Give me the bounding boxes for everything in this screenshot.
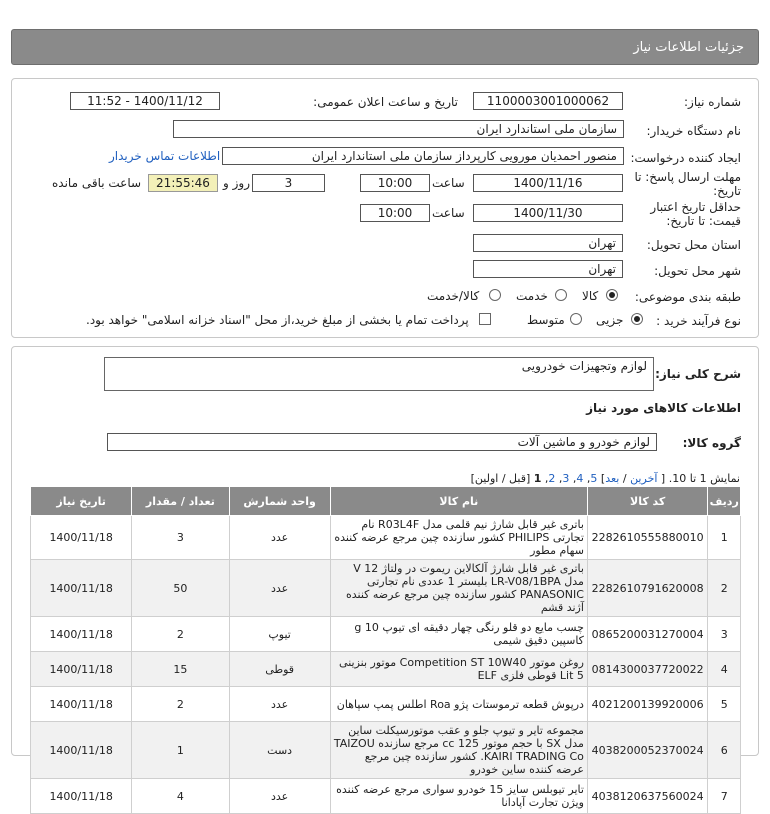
province-field: تهران <box>473 234 623 252</box>
cell-row-number: 3 <box>708 617 741 652</box>
deadline-date-field: 1400/11/16 <box>473 174 623 192</box>
validity-date-field: 1400/11/30 <box>473 204 623 222</box>
cell-quantity: 50 <box>132 560 229 617</box>
purchase-medium-label: متوسط <box>527 313 565 327</box>
cell-unit: عدد <box>229 779 330 814</box>
cell-need-date: 1400/11/18 <box>31 722 132 779</box>
cell-item-code: 2282610791620008 <box>587 560 707 617</box>
cell-item-code: 0814300037720022 <box>587 652 707 687</box>
cell-need-date: 1400/11/18 <box>31 560 132 617</box>
table-row[interactable] <box>31 652 741 687</box>
pager-current-page: 1 <box>533 472 542 485</box>
category-goods-label: کالا <box>582 289 599 303</box>
cell-item-name: روغن موتور Competition ST 10W40 موتور بنزینی Lit 5 قوطی فلزی ELF <box>330 652 587 687</box>
pager-next-link[interactable]: بعد <box>605 472 620 485</box>
validity-label-2: قیمت: تا تاریخ: <box>666 214 741 228</box>
contact-buyer-link[interactable]: اطلاعات تماس خریدار <box>109 149 221 163</box>
cell-quantity: 3 <box>132 516 229 560</box>
validity-label: حداقل تاریخ اعتبار <box>650 200 741 214</box>
category-service-label: خدمت <box>516 289 548 303</box>
pager-showing: نمایش 1 تا 10. <box>668 472 740 485</box>
announce-field: 1400/11/12 - 11:52 <box>70 92 220 110</box>
deadline-label: مهلت ارسال پاسخ: تا <box>634 170 741 184</box>
category-goods-radio[interactable] <box>606 289 618 301</box>
header-need-date: تاریخ نیاز <box>31 487 132 516</box>
remaining-time-field: 21:55:46 <box>148 174 218 192</box>
table-row[interactable] <box>31 560 741 617</box>
cell-unit: دست <box>229 722 330 779</box>
purchase-minor-radio[interactable] <box>631 313 643 325</box>
treasury-payment-checkbox[interactable] <box>479 313 491 325</box>
cell-item-name: درپوش قطعه ترموستات پژو Roa اطلس پمپ سپاهان <box>330 687 587 722</box>
cell-item-name: باتری غیر قابل شارژ آلکالاین ریموت در ولتاژ 12 V مدل LR-V08/1BPA بلیستر 1 عددی نام تجارتی PANASONIC کشور سازنده چین مرجع عرضه کننده آژند قشم <box>330 560 587 617</box>
pager-page-3[interactable]: 3 <box>562 472 570 485</box>
summary-label: شرح کلی نیاز: <box>655 367 741 381</box>
table-row[interactable] <box>31 779 741 814</box>
need-number-label: شماره نیاز: <box>684 95 741 109</box>
table-row[interactable] <box>31 516 741 560</box>
cell-item-code: 4038200052370024 <box>587 722 707 779</box>
cell-row-number: 5 <box>708 687 741 722</box>
cell-row-number: 1 <box>708 516 741 560</box>
requester-field: منصور احمدیان مورویی کارپرداز سازمان ملی استاندارد ایران <box>222 147 624 165</box>
group-field: لوازم خودرو و ماشین آلات <box>107 433 657 451</box>
header-item-name: نام کالا <box>330 487 587 516</box>
purchase-type-label: نوع فرآیند خرید : <box>656 314 741 328</box>
purchase-minor-label: جزیی <box>596 313 624 327</box>
group-label: گروه کالا: <box>682 436 741 450</box>
city-label: شهر محل تحویل: <box>654 264 741 278</box>
deadline-time-label: ساعت <box>432 176 465 190</box>
city-field: تهران <box>473 260 623 278</box>
need-number-field: 1100003001000062 <box>473 92 623 110</box>
treasury-payment-note: پرداخت تمام یا بخشی از مبلغ خرید،از محل "اسناد خزانه اسلامی" خواهد بود. <box>86 313 469 327</box>
pager-last-link[interactable]: آخرین <box>630 472 658 485</box>
cell-row-number: 4 <box>708 652 741 687</box>
summary-field: لوازم وتجهیزات خودرویی <box>104 357 654 391</box>
cell-unit: عدد <box>229 560 330 617</box>
cell-need-date: 1400/11/18 <box>31 779 132 814</box>
deadline-label-2: تاریخ: <box>713 184 741 198</box>
cell-quantity: 4 <box>132 779 229 814</box>
cell-item-code: 2282610555880010 <box>587 516 707 560</box>
table-header-row <box>31 487 741 516</box>
validity-time-label: ساعت <box>432 206 465 220</box>
cell-row-number: 2 <box>708 560 741 617</box>
cell-need-date: 1400/11/18 <box>31 687 132 722</box>
page-title: جزئیات اطلاعات نیاز <box>633 40 744 55</box>
table-row[interactable] <box>31 687 741 722</box>
table-row[interactable] <box>31 617 741 652</box>
buyer-org-field: سازمان ملی استاندارد ایران <box>173 120 624 138</box>
header-unit: واحد شمارش <box>229 487 330 516</box>
days-label: روز و <box>223 176 250 190</box>
cell-unit: تیوپ <box>229 617 330 652</box>
requester-label: ایجاد کننده درخواست: <box>630 151 741 165</box>
pager-prev-first: [قبل / اولین] <box>470 472 531 485</box>
cell-item-name: تایر تیوبلس سایز 15 خودرو سواری مرجع عرضه کننده ویژن تجارت آپادانا <box>330 779 587 814</box>
cell-item-name: چسب مایع دو قلو رنگی چهار دقیقه ای تیوپ 10 g کاسپین دقیق شیمی <box>330 617 587 652</box>
items-title: اطلاعات کالاهای مورد نیاز <box>586 401 741 415</box>
header-quantity: تعداد / مقدار <box>132 487 229 516</box>
cell-item-code: 0865200031270004 <box>587 617 707 652</box>
cell-item-code: 4021200139920006 <box>587 687 707 722</box>
cell-row-number: 7 <box>708 779 741 814</box>
deadline-time-field: 10:00 <box>360 174 430 192</box>
cell-unit: عدد <box>229 516 330 560</box>
header-item-code: کد کالا <box>587 487 707 516</box>
cell-item-code: 4038120637560024 <box>587 779 707 814</box>
cell-quantity: 2 <box>132 687 229 722</box>
purchase-medium-radio[interactable] <box>570 313 582 325</box>
cell-item-name: مجموعه تایر و تیوپ جلو و عقب موتورسیکلت ساین مدل SX با حجم موتور 125 cc مرجع سازنده TAIZOU KAIRI TRADING Co. کشور سازنده چین مرجع عرضه کننده ساین خودرو <box>330 722 587 779</box>
cell-quantity: 2 <box>132 617 229 652</box>
province-label: استان محل تحویل: <box>646 238 741 252</box>
cell-unit: عدد <box>229 687 330 722</box>
cell-need-date: 1400/11/18 <box>31 652 132 687</box>
cell-need-date: 1400/11/18 <box>31 516 132 560</box>
cell-quantity: 15 <box>132 652 229 687</box>
cell-need-date: 1400/11/18 <box>31 617 132 652</box>
pager: نمایش 1 تا 10. [ آخرین / بعد] 5, 4, 3, 2, 1 [قبل / اولین] <box>470 472 740 485</box>
pager-page-5[interactable]: 5 <box>590 472 598 485</box>
table-row[interactable] <box>31 722 741 779</box>
cell-unit: قوطی <box>229 652 330 687</box>
pager-page-2[interactable]: 2 <box>548 472 556 485</box>
header-row-number: ردیف <box>708 487 741 516</box>
buyer-org-label: نام دستگاه خریدار: <box>646 124 741 138</box>
category-both-label: کالا/خدمت <box>427 289 480 303</box>
announce-label: تاریخ و ساعت اعلان عمومی: <box>313 95 458 109</box>
cell-quantity: 1 <box>132 722 229 779</box>
cell-item-name: باتری غیر قابل شارژ نیم قلمی مدل R03L4F نام تجارتی PHILIPS کشور سازنده چین مرجع عرضه کننده سهام مطور <box>330 516 587 560</box>
category-label: طبقه بندی موضوعی: <box>634 290 741 304</box>
cell-row-number: 6 <box>708 722 741 779</box>
validity-time-field: 10:00 <box>360 204 430 222</box>
header-bar <box>11 29 759 65</box>
category-both-radio[interactable] <box>489 289 501 301</box>
pager-page-4[interactable]: 4 <box>576 472 584 485</box>
items-table <box>30 486 741 814</box>
category-service-radio[interactable] <box>555 289 567 301</box>
remaining-label: ساعت باقی مانده <box>52 176 142 190</box>
days-field: 3 <box>252 174 325 192</box>
